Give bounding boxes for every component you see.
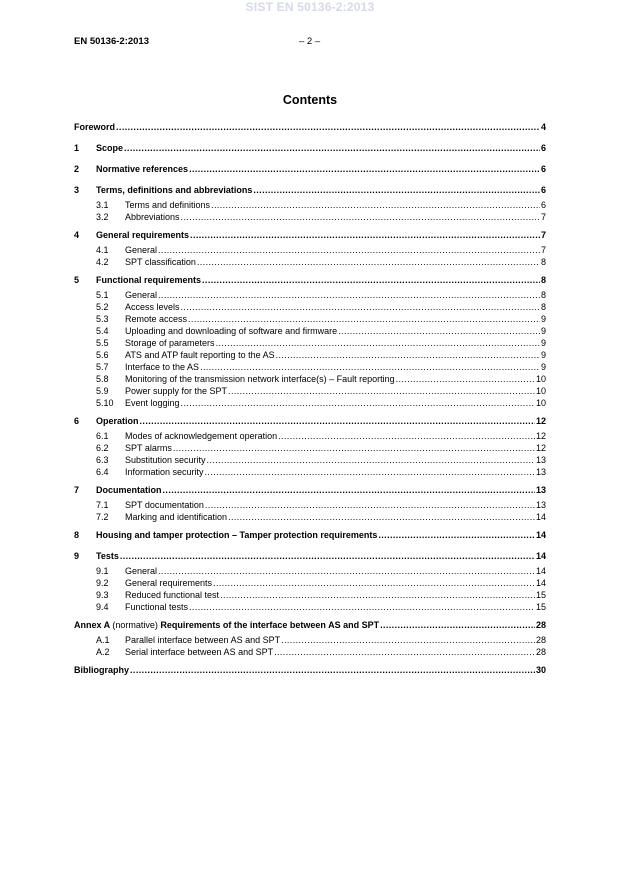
toc-page-number: 6 — [540, 185, 546, 195]
toc-page-number: 10 — [535, 386, 546, 396]
toc-entry-number: 5 — [74, 275, 80, 285]
toc-heading-row[interactable] — [74, 551, 546, 562]
page-number: – 2 – — [299, 36, 321, 47]
toc-entry-number: 7 — [74, 485, 80, 495]
toc-leader-dots — [213, 578, 535, 589]
toc-subentry-row[interactable] — [74, 290, 546, 301]
toc-subentry-row[interactable] — [74, 500, 546, 511]
toc-leader-dots — [338, 326, 540, 337]
toc-entry-label: Bibliography — [74, 665, 130, 675]
toc-entry-label: Reduced functional test — [125, 590, 220, 600]
toc-entry-label: Parallel interface between AS and SPT — [125, 635, 281, 645]
toc-page-number: 28 — [535, 635, 546, 645]
toc-entry-number: 9.4 — [96, 602, 109, 612]
toc-entry-number: 4 — [74, 230, 80, 240]
toc-page-number: 12 — [535, 431, 546, 441]
toc-entry-number: A.2 — [96, 647, 110, 657]
toc-leader-dots — [253, 185, 540, 196]
toc-entry-label: Information security — [125, 467, 204, 477]
toc-subentry-row[interactable] — [74, 200, 546, 211]
toc-entry-label: Marking and identification — [125, 512, 228, 522]
toc-page-number: 30 — [535, 665, 546, 675]
toc-entry-number: 6.1 — [96, 431, 109, 441]
toc-leader-dots — [140, 416, 535, 427]
toc-page-number: 6 — [540, 164, 546, 174]
toc-entry-label: Interface to the AS — [125, 362, 200, 372]
toc-entry-number: 4.1 — [96, 245, 109, 255]
toc-page-number: 8 — [540, 257, 546, 267]
toc-leader-dots — [197, 257, 540, 268]
toc-page-number: 28 — [535, 647, 546, 657]
toc-entry-label: Event logging — [125, 398, 180, 408]
toc-entry-number: 5.4 — [96, 326, 109, 336]
toc-heading-row[interactable] — [74, 530, 546, 541]
toc-leader-dots — [220, 590, 535, 601]
toc-page-number: 13 — [535, 467, 546, 477]
toc-entry-number: 2 — [74, 164, 80, 174]
toc-entry-label: General — [125, 566, 158, 576]
toc-entry-label: Terms, definitions and abbreviations — [96, 185, 253, 195]
toc-leader-dots — [124, 143, 540, 154]
toc-subentry-row[interactable] — [74, 326, 546, 337]
toc-entry-label: ATS and ATP fault reporting to the AS — [125, 350, 275, 360]
toc-leader-dots — [380, 620, 535, 631]
toc-heading-row[interactable] — [74, 164, 546, 175]
toc-subentry-row[interactable] — [74, 602, 546, 613]
toc-page-number: 28 — [535, 620, 546, 630]
toc-subentry-row[interactable] — [74, 647, 546, 658]
toc-page-number: 7 — [540, 230, 546, 240]
toc-entry-label: Functional requirements — [96, 275, 202, 285]
toc-entry-number: 5.6 — [96, 350, 109, 360]
toc-subentry-row[interactable] — [74, 212, 546, 223]
toc-subentry-row[interactable] — [74, 512, 546, 523]
toc-leader-dots — [163, 485, 535, 496]
toc-page-number: 9 — [540, 338, 546, 348]
toc-entry-number: 4.2 — [96, 257, 109, 267]
toc-subentry-row[interactable] — [74, 578, 546, 589]
toc-entry-number: 5.9 — [96, 386, 109, 396]
toc-entry-number: 5.5 — [96, 338, 109, 348]
toc-heading-row[interactable] — [74, 485, 546, 496]
toc-entry-number: 9.1 — [96, 566, 109, 576]
toc-page-number: 9 — [540, 362, 546, 372]
toc-entry-label: Substitution security — [125, 455, 206, 465]
toc-entry-label: Uploading and downloading of software and firmware — [125, 326, 338, 336]
toc-page-number: 13 — [535, 485, 546, 495]
toc-entry-number: 5.7 — [96, 362, 109, 372]
toc-leader-dots — [202, 275, 540, 286]
toc-entry-label: General requirements — [125, 578, 213, 588]
toc-entry-label: Tests — [96, 551, 119, 561]
toc-subentry-row[interactable] — [74, 455, 546, 466]
toc-entry-label: General — [125, 245, 158, 255]
toc-entry-label: SPT alarms — [125, 443, 172, 453]
toc-entry-number: 6.3 — [96, 455, 109, 465]
toc-entry-label: Housing and tamper protection – Tamper protection requirements — [96, 530, 378, 540]
toc-page-number: 9 — [540, 350, 546, 360]
toc-entry-number: 3.2 — [96, 212, 109, 222]
toc-page-number: 7 — [540, 245, 546, 255]
toc-entry-number: 9 — [74, 551, 80, 561]
toc-entry-label: General — [125, 290, 158, 300]
toc-leader-dots — [205, 467, 535, 478]
toc-entry-label — [74, 620, 379, 631]
toc-leader-dots — [274, 647, 535, 658]
toc-entry-number: 9.3 — [96, 590, 109, 600]
toc-subentry-row[interactable] — [74, 566, 546, 577]
toc-leader-dots — [216, 338, 540, 349]
toc-leader-dots — [189, 602, 535, 613]
toc-leader-dots — [188, 314, 540, 325]
page-title: Contents — [282, 93, 338, 107]
toc-entry-label: Power supply for the SPT — [125, 386, 228, 396]
toc-subentry-row[interactable] — [74, 398, 546, 409]
annex-id: Annex A — [74, 620, 113, 630]
toc-entry-number: A.1 — [96, 635, 110, 645]
document-id: EN 50136-2:2013 — [74, 36, 149, 47]
toc-leader-dots — [228, 386, 535, 397]
toc-entry-label: Modes of acknowledgement operation — [125, 431, 278, 441]
toc-entry-label: SPT documentation — [125, 500, 204, 510]
toc-entry-label: General requirements — [96, 230, 190, 240]
toc-subentry-row[interactable] — [74, 302, 546, 313]
toc-subentry-row[interactable] — [74, 350, 546, 361]
toc-entry-number: 8 — [74, 530, 80, 540]
toc-page-number: 4 — [540, 122, 546, 132]
toc-leader-dots — [189, 164, 540, 175]
toc-leader-dots — [228, 512, 535, 523]
toc-page-number: 15 — [535, 590, 546, 600]
toc-heading-row[interactable] — [74, 416, 546, 427]
toc-entry-number: 1 — [74, 143, 80, 153]
toc-entry-label: Scope — [96, 143, 124, 153]
toc-page-number: 8 — [540, 275, 546, 285]
toc-page-number: 13 — [535, 455, 546, 465]
toc-leader-dots — [181, 212, 540, 223]
toc-page-number: 14 — [535, 566, 546, 576]
toc-subentry-row[interactable] — [74, 338, 546, 349]
page-header — [74, 36, 546, 50]
toc-page-number: 10 — [535, 374, 546, 384]
toc-heading-row[interactable] — [74, 185, 546, 196]
toc-leader-dots — [158, 245, 540, 256]
toc-page-number: 12 — [535, 443, 546, 453]
toc-entry-number: 5.8 — [96, 374, 109, 384]
toc-leader-dots — [181, 398, 535, 409]
toc-page-number: 14 — [535, 578, 546, 588]
toc-entry-label: Abbreviations — [125, 212, 180, 222]
watermark: SIST EN 50136-2:2013 — [245, 0, 375, 14]
toc-entry-number: 7.2 — [96, 512, 109, 522]
toc-entry-label: Access levels — [125, 302, 180, 312]
toc-leader-dots — [207, 455, 535, 466]
toc-entry-number: 5.2 — [96, 302, 109, 312]
toc-page-number: 15 — [535, 602, 546, 612]
toc-page-number: 14 — [535, 551, 546, 561]
toc-subentry-row[interactable] — [74, 386, 546, 397]
toc-page-number: 14 — [535, 512, 546, 522]
toc-entry-number: 5.1 — [96, 290, 109, 300]
toc-entry-label: Terms and definitions — [125, 200, 211, 210]
toc-entry-label: Foreword — [74, 122, 116, 132]
toc-leader-dots — [276, 350, 540, 361]
toc-leader-dots — [173, 443, 535, 454]
toc-page-number: 7 — [540, 212, 546, 222]
toc-leader-dots — [116, 122, 540, 133]
toc-heading-row[interactable] — [74, 275, 546, 286]
toc-entry-label: SPT classification — [125, 257, 196, 267]
toc-heading-row[interactable] — [74, 230, 546, 241]
toc-heading-row[interactable] — [74, 620, 546, 631]
toc-entry-number: 6.2 — [96, 443, 109, 453]
toc-heading-row[interactable] — [74, 665, 546, 676]
toc-heading-row[interactable] — [74, 122, 546, 133]
toc-page-number: 10 — [535, 398, 546, 408]
annex-title: Requirements of the interface between AS and SPT — [160, 620, 380, 630]
toc-page-number: 8 — [540, 302, 546, 312]
toc-entry-label: Serial interface between AS and SPT — [125, 647, 274, 657]
toc-subentry-row[interactable] — [74, 431, 546, 442]
toc-page-number: 9 — [540, 326, 546, 336]
toc-leader-dots — [158, 566, 535, 577]
toc-page-number: 14 — [535, 530, 546, 540]
annex-note: (normative) — [112, 620, 161, 630]
toc-leader-dots — [396, 374, 535, 385]
toc-subentry-row[interactable] — [74, 443, 546, 454]
toc-leader-dots — [130, 665, 535, 676]
toc-entry-number: 5.10 — [96, 398, 114, 408]
toc-subentry-row[interactable] — [74, 257, 546, 268]
toc-page-number: 8 — [540, 290, 546, 300]
toc-leader-dots — [120, 551, 535, 562]
toc-leader-dots — [205, 500, 535, 511]
toc-entry-number: 5.3 — [96, 314, 109, 324]
toc-entry-number: 6.4 — [96, 467, 109, 477]
toc-entry-number: 6 — [74, 416, 80, 426]
toc-leader-dots — [158, 290, 540, 301]
toc-subentry-row[interactable] — [74, 314, 546, 325]
toc-leader-dots — [211, 200, 540, 211]
toc-page-number: 9 — [540, 314, 546, 324]
toc-subentry-row[interactable] — [74, 245, 546, 256]
toc-page-number: 13 — [535, 500, 546, 510]
toc-entry-number: 3.1 — [96, 200, 109, 210]
toc-entry-number: 3 — [74, 185, 80, 195]
toc-leader-dots — [181, 302, 540, 313]
toc-entry-label: Documentation — [96, 485, 162, 495]
toc-leader-dots — [278, 431, 535, 442]
toc-leader-dots — [378, 530, 535, 541]
toc-entry-label: Normative references — [96, 164, 189, 174]
toc-entry-number: 7.1 — [96, 500, 109, 510]
toc-leader-dots — [200, 362, 540, 373]
toc-subentry-row[interactable] — [74, 374, 546, 385]
toc-subentry-row[interactable] — [74, 590, 546, 601]
toc-entry-label: Functional tests — [125, 602, 189, 612]
toc-entry-label: Storage of parameters — [125, 338, 215, 348]
toc-entry-label: Remote access — [125, 314, 188, 324]
toc-page-number: 6 — [540, 143, 546, 153]
toc-subentry-row[interactable] — [74, 635, 546, 646]
toc-leader-dots — [190, 230, 540, 241]
toc-page-number: 6 — [540, 200, 546, 210]
toc-entry-label: Operation — [96, 416, 139, 426]
toc-subentry-row[interactable] — [74, 467, 546, 478]
toc-heading-row[interactable] — [74, 143, 546, 154]
toc-page-number: 12 — [535, 416, 546, 426]
toc-subentry-row[interactable] — [74, 362, 546, 373]
toc-entry-number: 9.2 — [96, 578, 109, 588]
toc-leader-dots — [281, 635, 535, 646]
toc-entry-label: Monitoring of the transmission network interface(s) – Fault reporting — [125, 374, 395, 384]
